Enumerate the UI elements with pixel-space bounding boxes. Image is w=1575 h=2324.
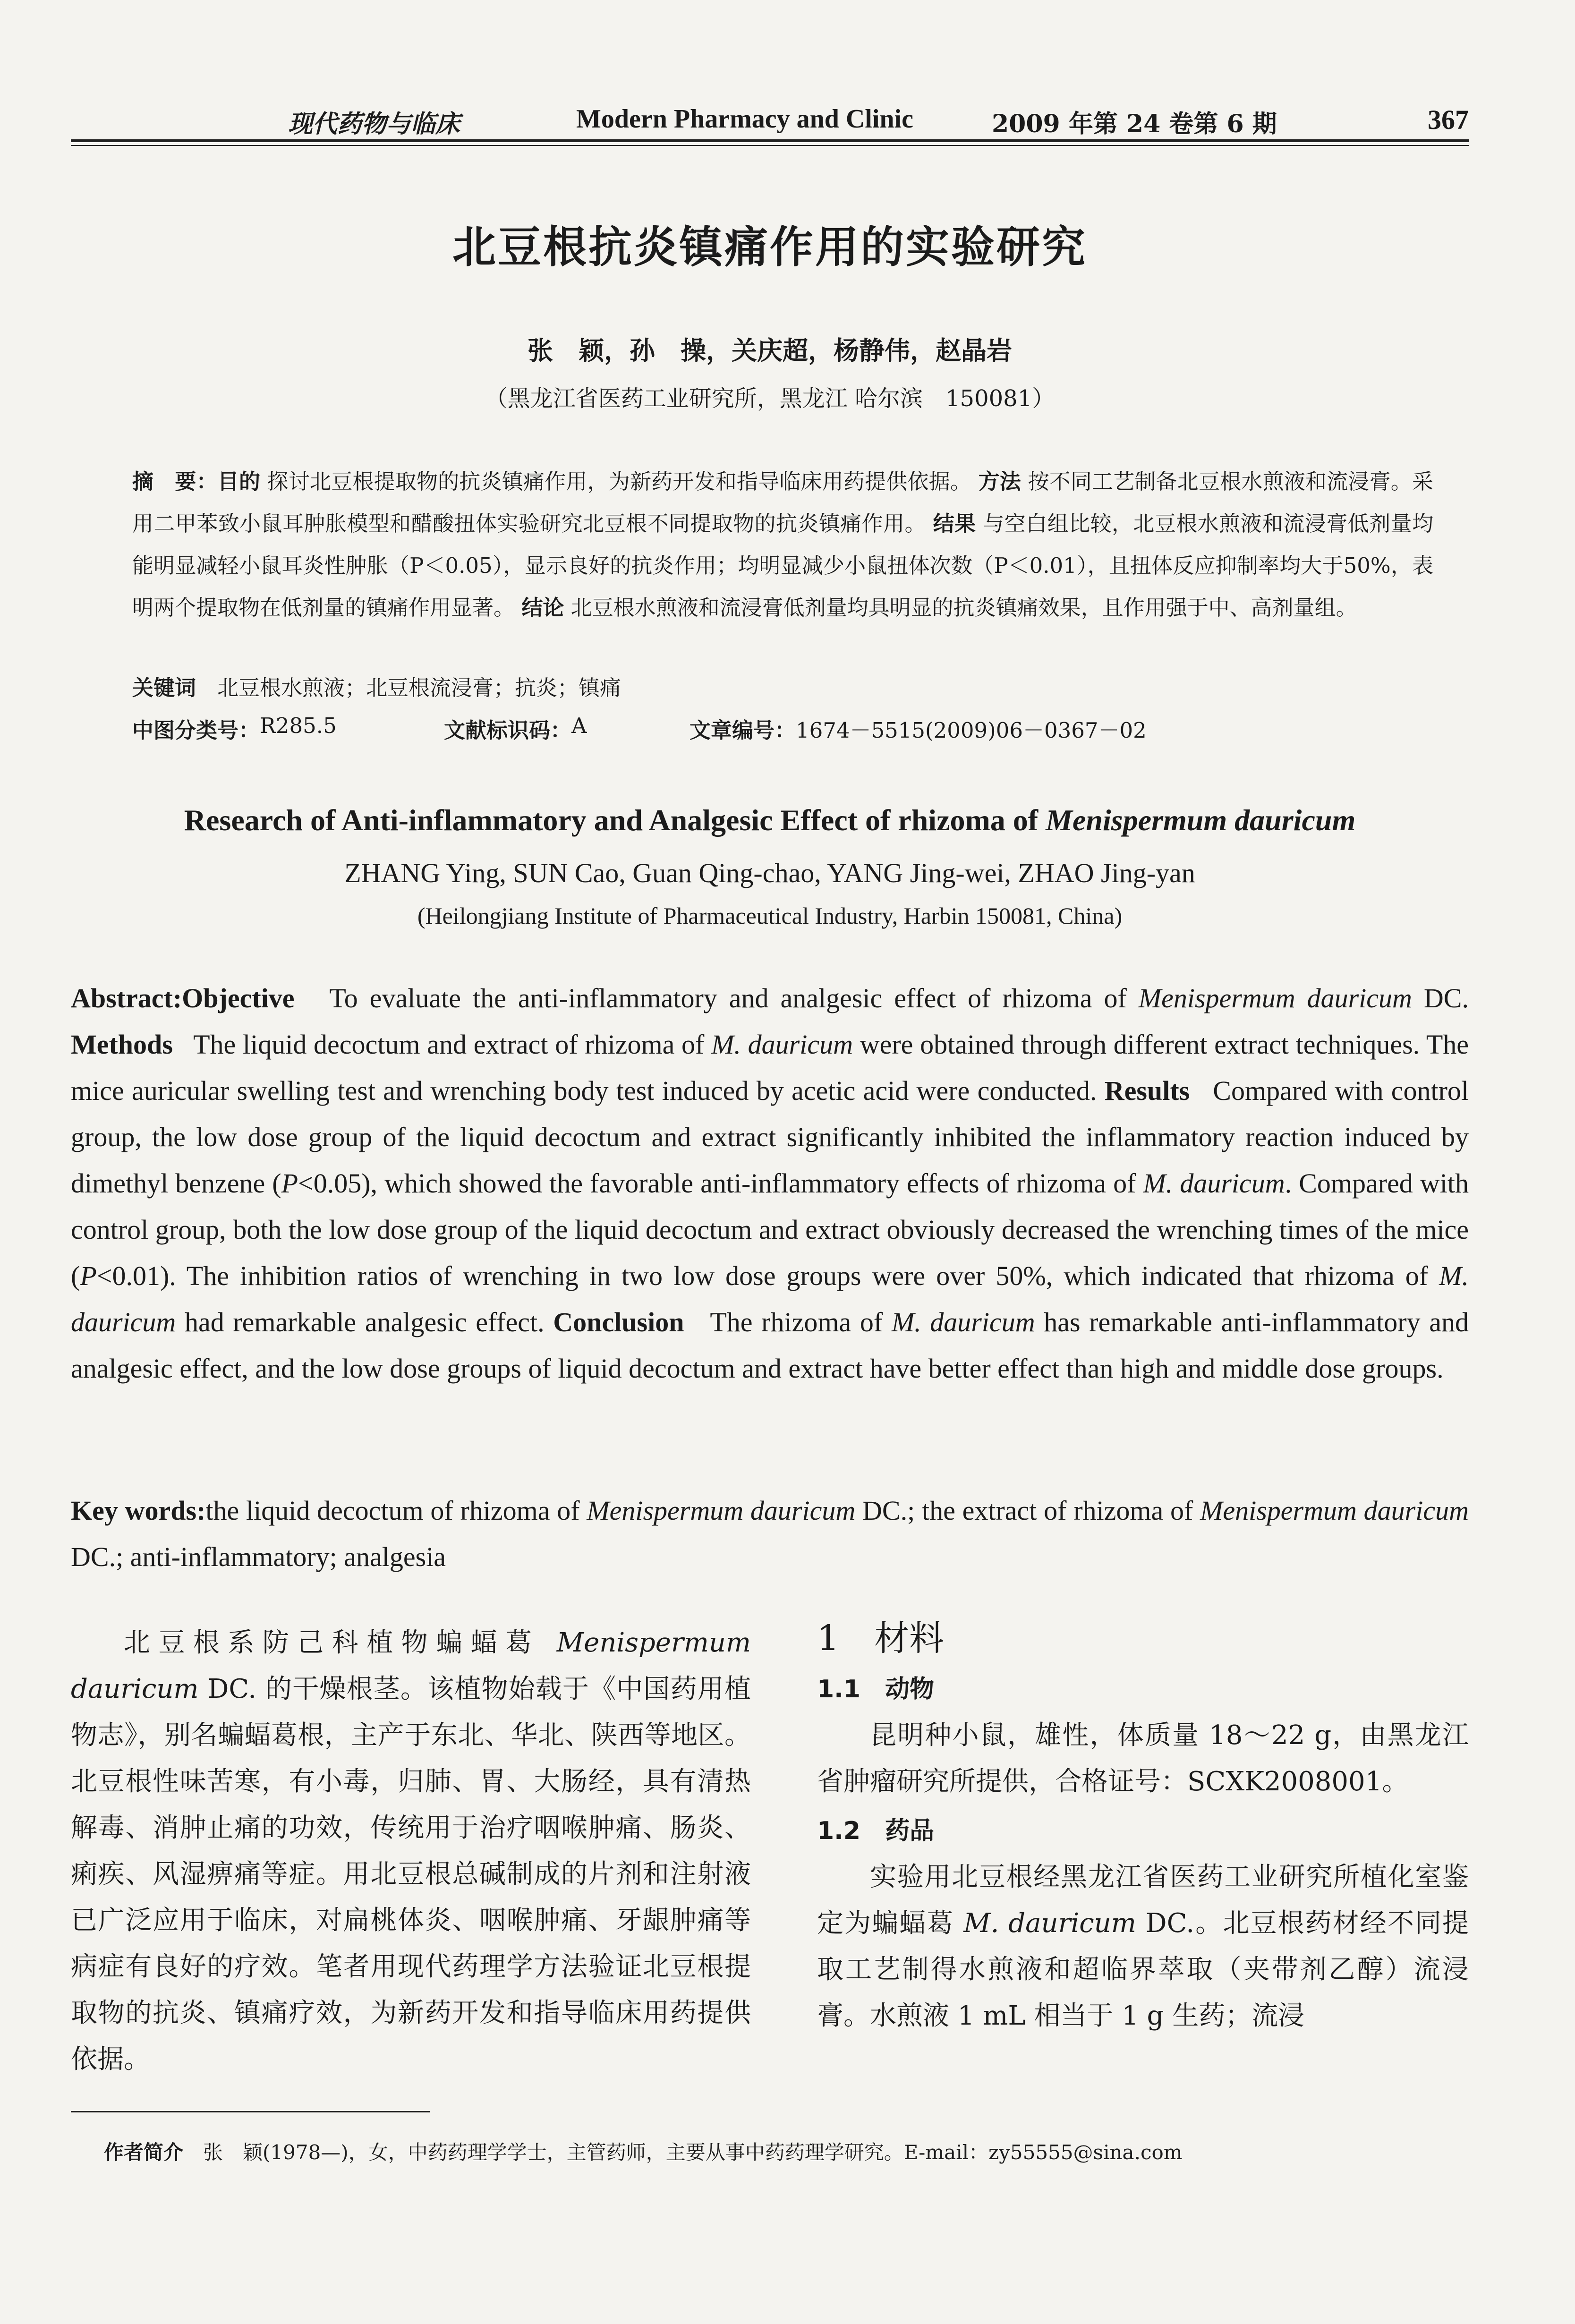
- species-short-1: M. dauricum: [711, 1029, 853, 1060]
- methods-en-a: The liquid decoctum and extract of rhizoma of: [193, 1029, 712, 1060]
- species-short-3: M. dauricum: [71, 1260, 1469, 1337]
- section-1-heading: 1 材料: [817, 1618, 945, 1659]
- results-en-d: <0.01). The inhibition ratios of wrenching in two low dose groups were over 50%, which indicated that rhizoma of: [96, 1260, 1439, 1291]
- keywords-cn: [132, 671, 1433, 701]
- introduction-paragraph: [71, 1620, 751, 2083]
- results-en-c: . Compared with control group, both the low dose group of the liquid decoctum and extract obviously decreased the wrenching times of the mice (: [71, 1168, 1469, 1291]
- keywords-en: [71, 1488, 1469, 1580]
- intro-text-b: DC. 的干燥根茎。该植物始载于《中国药用植物志》，别名蝙蝠葛根，主产于东北、华北、陕西等地区。北豆根性味苦寒，有小毒，归肺、胃、大肠经，具有清热解毒、消肿止痛的功效，传统用于治疗咽喉肿痛、肠炎、痢疾、风湿痹痛等症。用北豆根总碱制成的片剂和注射液已广泛应用于临床，对扁桃体炎、咽喉肿痛、牙龈肿痛等病症有良好的疗效。笔者用现代药理学方法验证北豆根提取物的抗炎、镇痛疗效，为新药开发和指导临床用药提供依据。: [71, 1674, 751, 2075]
- section-1-2-text: [817, 1854, 1469, 2039]
- conclusion-en-b: has remarkable anti-inflammatory and analgesic effect, and the low dose groups of liquid decoctum and extract have better effect than high and middle dose groups.: [71, 1307, 1469, 1384]
- intro-species: Menispermum dauricum: [71, 1627, 751, 1704]
- results-en-b: <0.05), which showed the favorable anti-inflammatory effects of rhizoma of: [298, 1168, 1143, 1199]
- article-number-value: 1674－5515(2009)06－0367－02: [796, 718, 1147, 743]
- doc-code-value: A: [571, 713, 587, 738]
- journal-name-en: Modern Pharmacy and Clinic: [576, 104, 913, 134]
- intro-text-a: 北豆根系防己科植物蝙蝠葛: [124, 1627, 557, 1658]
- keywords-species-1: Menispermum dauricum: [587, 1495, 856, 1526]
- results-label-cn: 结果: [933, 511, 976, 536]
- doc-code-label: 文献标识码：: [444, 718, 572, 743]
- results-en-e: had remarkable analgesic effect.: [176, 1307, 545, 1337]
- objective-en-b: DC.: [1412, 983, 1469, 1013]
- results-label-en: Results: [1104, 1075, 1190, 1106]
- objective-label-en: Objective: [182, 983, 295, 1013]
- abstract-en: [71, 975, 1469, 1392]
- clc-value: R285.5: [260, 713, 337, 738]
- conclusion-cn: 北豆根水煎液和流浸膏低剂量均具明显的抗炎镇痛效果，且作用强于中、高剂量组。: [570, 595, 1357, 620]
- abstract-cn: [132, 460, 1433, 629]
- p-value-2: P: [80, 1260, 97, 1291]
- keywords-en-b: DC.; the extract of rhizoma of: [855, 1495, 1200, 1526]
- species-en: Menispermum dauricum: [1138, 983, 1412, 1013]
- doc-code: [444, 713, 587, 744]
- article-number: [690, 713, 1147, 744]
- issue-info: 2009 年第 24 卷第 6 期: [992, 110, 1277, 138]
- footnote-text: 张 颖(1978—)，女，中药药理学学士，主管药师，主要从事中药药理学研究。E-mail：zy55555@sina.com: [203, 2141, 1183, 2164]
- classification-row: [132, 713, 1433, 741]
- affiliation-cn: （黑龙江省医药工业研究所，黑龙江 哈尔滨 150081）: [485, 385, 1055, 412]
- page-number: 367: [1428, 104, 1469, 135]
- section-1-2-heading: 1.2 药品: [817, 1817, 935, 1845]
- article-number-label: 文章编号：: [690, 718, 796, 743]
- section-1-2-species: M. dauricum: [963, 1908, 1136, 1939]
- section-1-1-text: 昆明种小鼠，雄性，体质量 18～22 g，由黑龙江省肿瘤研究所提供，合格证号：SCXK2008001。: [817, 1720, 1469, 1797]
- results-en-a: Compared with control group, the low dose group of the liquid decoctum and extract significantly inhibited the inflammatory reaction induced by dimethyl benzene (: [71, 1075, 1469, 1199]
- keywords-en-c: DC.; anti-inflammatory; analgesia: [71, 1541, 446, 1572]
- footnote-label: 作者简介: [104, 2141, 184, 2164]
- article-title-cn: 北豆根抗炎镇痛作用的实验研究: [452, 222, 1087, 272]
- header-rule-thin: [71, 145, 1469, 146]
- section-1-2-text-b: DC.。北豆根药材经不同提取工艺制得水煎液和超临界萃取（夹带剂乙醇）流浸膏。水煎液 1 mL 相当于 1 g 生药；流浸: [817, 1908, 1469, 2031]
- title-en-text: Research of Anti-inflammatory and Analgesic Effect of rhizoma of: [184, 803, 1046, 837]
- title-en-species: Menispermum dauricum: [1046, 803, 1356, 837]
- clc-label: 中图分类号：: [132, 718, 260, 743]
- clc-number: [132, 713, 337, 744]
- methods-en-b: were obtained through different extract techniques. The mice auricular swelling test and wrenching body test induced by acetic acid were conducted.: [71, 1029, 1469, 1106]
- species-short-2: M. dauricum: [1143, 1168, 1285, 1199]
- species-short-4: M. dauricum: [891, 1307, 1035, 1337]
- abstract-cn-label: 摘 要：: [132, 469, 218, 494]
- authors-cn: 张 颖，孙 操，关庆超，杨静伟，赵晶岩: [528, 335, 1012, 366]
- footnote-rule: [71, 2111, 430, 2112]
- section-1-1-heading: 1.1 动物: [817, 1675, 935, 1703]
- keywords-en-a: the liquid decoctum of rhizoma of: [205, 1495, 587, 1526]
- conclusion-label-cn: 结论: [521, 595, 564, 620]
- keywords-en-label: Key words:: [71, 1495, 206, 1526]
- materials-section: [817, 1615, 1469, 2039]
- running-header: [71, 94, 1469, 139]
- abstract-en-label: Abstract:: [71, 983, 182, 1013]
- authors-en: ZHANG Ying, SUN Cao, Guan Qing-chao, YANG Jing-wei, ZHAO Jing-yan: [344, 858, 1195, 888]
- results-cn: 与空白组比较，北豆根水煎液和流浸膏低剂量均能明显减轻小鼠耳炎性肿胀（P＜0.05），显示良好的抗炎作用；均明显减少小鼠扭体次数（P＜0.01），且扭体反应抑制率均大于50%，表明两个提取物在低剂量的镇痛作用显著。: [132, 511, 1433, 620]
- journal-name-cn: 现代药物与临床: [288, 110, 460, 138]
- methods-label-cn: 方法: [978, 469, 1021, 494]
- keywords-species-2: Menispermum dauricum: [1200, 1495, 1469, 1526]
- affiliation-en: (Heilongjiang Institute of Pharmaceutical Industry, Harbin 150081, China): [417, 902, 1123, 929]
- methods-cn: 按不同工艺制备北豆根水煎液和流浸膏。采用二甲苯致小鼠耳肿胀模型和醋酸扭体实验研究北豆根不同提取物的抗炎镇痛作用。: [132, 469, 1433, 536]
- article-title-en: [71, 803, 1469, 838]
- conclusion-en-a: The rhizoma of: [710, 1307, 892, 1337]
- section-1-2-text-a: 实验用北豆根经黑龙江省医药工业研究所植化室鉴定为蝙蝠葛: [817, 1862, 1469, 1939]
- objective-label-cn: 目的: [217, 469, 261, 494]
- p-value-1: P: [281, 1168, 298, 1199]
- keywords-cn-text: 北豆根水煎液；北豆根流浸膏；抗炎；镇痛: [217, 675, 621, 700]
- objective-en-a: To evaluate the anti-inflammatory and analgesic effect of rhizoma of: [329, 983, 1139, 1013]
- methods-label-en: Methods: [71, 1029, 173, 1060]
- objective-cn: 探讨北豆根提取物的抗炎镇痛作用，为新药开发和指导临床用药提供依据。: [267, 469, 972, 494]
- conclusion-label-en: Conclusion: [553, 1307, 684, 1337]
- keywords-cn-label: 关键词: [132, 675, 196, 700]
- author-footnote: [104, 2137, 1469, 2165]
- header-rule: [71, 139, 1469, 142]
